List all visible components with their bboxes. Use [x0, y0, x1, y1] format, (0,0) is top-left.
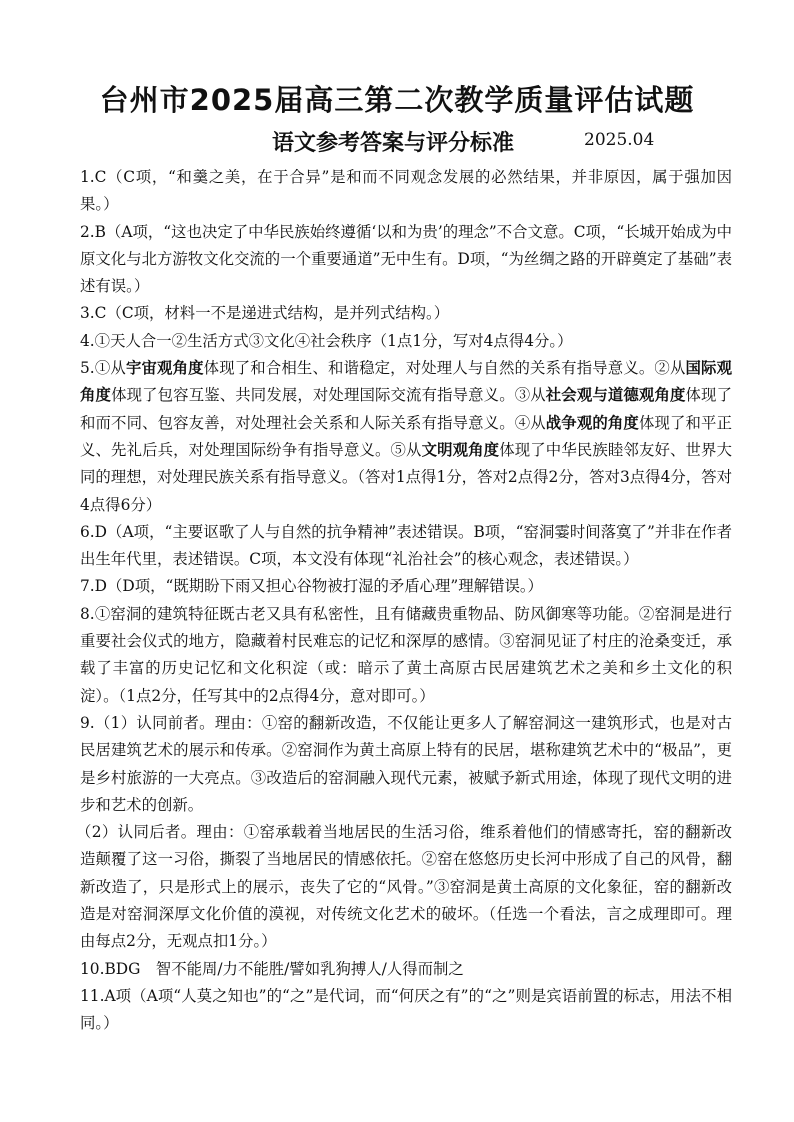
answer-5-text: 体现了和而不同、包容友善，对处理社会关系和人际关系有指导意义。④从 [80, 386, 732, 432]
answer-item-2: 2.B（A项，“这也决定了中华民族始终遵循‘以和为贵’的理念”不合文意。C项，“长城开始成为中原文化与北方游牧文化交流的一个重要通道”无中生有。D项，“为丝绸之路的开辟奠定了基础”表述有误。） [80, 222, 732, 296]
answer-item-8: 8.①窑洞的建筑特征既古老又具有私密性，且有储藏贵重物品、防风御寒等功能。②窑洞是进行重要社会仪式的地方，隐藏着村民难忘的记忆和深厚的感情。③窑洞见证了村庄的沧桑变迁，承载了丰富的历史记忆和文化积淀（或：暗示了黄土高原古民居建筑艺术之美和乡土文化的积淀）。（1点2分，任写其中的2点得4分，意对即可。） [80, 604, 732, 705]
answer-5-text: 5.①从 [80, 359, 126, 378]
answer-5-text: 体现了包容互鉴、共同发展，对处理国际交流有指导意义。③从 [111, 386, 546, 405]
document-date: 2025.04 [584, 130, 655, 150]
answer-5-keyword: 文明观角度 [421, 440, 500, 459]
answer-item-9-part-1: 9.（1）认同前者。理由：①窑的翻新改造，不仅能让更多人了解窑洞这一建筑形式，也是对古民居建筑艺术的展示和传承。②窑洞作为黄土高原上特有的民居，堪称建筑艺术中的“极品”，更是乡村旅游的一大亮点。③改造后的窑洞融入现代元素，被赋予新式用途，体现了现代文明的进步和艺术的创新。 [80, 713, 732, 814]
answer-5-keyword: 国际观角度 [80, 359, 732, 405]
answer-item-4: 4.①天人合一②生活方式③文化④社会秩序（1点1分，写对4点得4分。） [80, 331, 573, 350]
answer-item-10: 10.BDG 智不能周/力不能胜/譬如乳狗搏人/人得而制之 [80, 959, 464, 978]
page-title: 台州市2025届高三第二次教学质量评估试题 [99, 83, 695, 117]
answer-5-text: 体现了中华民族睦邻友好、世界大同的理想，对处理民族关系有指导意义。（答对1点得1分，答对2点得2分，答对3点得4分，答对4点得6分） [80, 440, 732, 514]
answer-5-text: 体现了和平正义、先礼后兵，对处理国际纷争有指导意义。⑤从 [80, 413, 732, 459]
answer-item-3: 3.C（C项，材料一不是递进式结构，是并列式结构。） [80, 304, 450, 323]
answer-list [76, 164, 732, 1038]
answer-item-9-part-2: （2）认同后者。理由：①窑承载着当地居民的生活习俗，维系着他们的情感寄托，窑的翻新改造颠覆了这一习俗，撕裂了当地居民的情感依托。②窑在悠悠历史长河中形成了自己的风骨，翻新改造了，只是形式上的展示，丧失了它的“风骨。”③窑洞是黄土高原的文化象征，窑的翻新改造是对窑洞深厚文化价值的漠视，对传统文化艺术的破坏。（任选一个看法，言之成理即可。理由每点2分，无观点扣1分。） [76, 823, 732, 951]
answer-5-keyword: 宇宙观角度 [125, 359, 204, 378]
answer-item-6: 6.D（A项，“主要讴歌了人与自然的抗争精神”表述错误。B项，“窑洞霎时间落寞了”并非在作者出生年代里，表述错误。C项，本文没有体现“礼治社会”的核心观念，表述错误。） [80, 522, 732, 569]
answer-item-5 [80, 355, 732, 519]
answer-5-keyword: 战争观的角度 [545, 413, 639, 432]
answer-item-11: 11.A项（A项“人莫之知也”的“之”是代词，而“何厌之有”的“之”则是宾语前置的标志，用法不相同。） [80, 986, 732, 1033]
answer-item-7: 7.D（D项，“既期盼下雨又担心谷物被打湿的矛盾心理”理解错误。） [80, 577, 543, 596]
answer-5-keyword: 社会观与道德观角度 [545, 386, 686, 405]
answer-item-1: 1.C（C项，“和羹之美，在于合异”是和而不同观念发展的必然结果，并非原因，属于强加因果。） [80, 168, 732, 214]
page-subtitle: 语文参考答案与评分标准 [272, 131, 515, 156]
answer-5-text: 体现了和合相生、和谐稳定，对处理人与自然的关系有指导意义。②从 [203, 359, 686, 378]
